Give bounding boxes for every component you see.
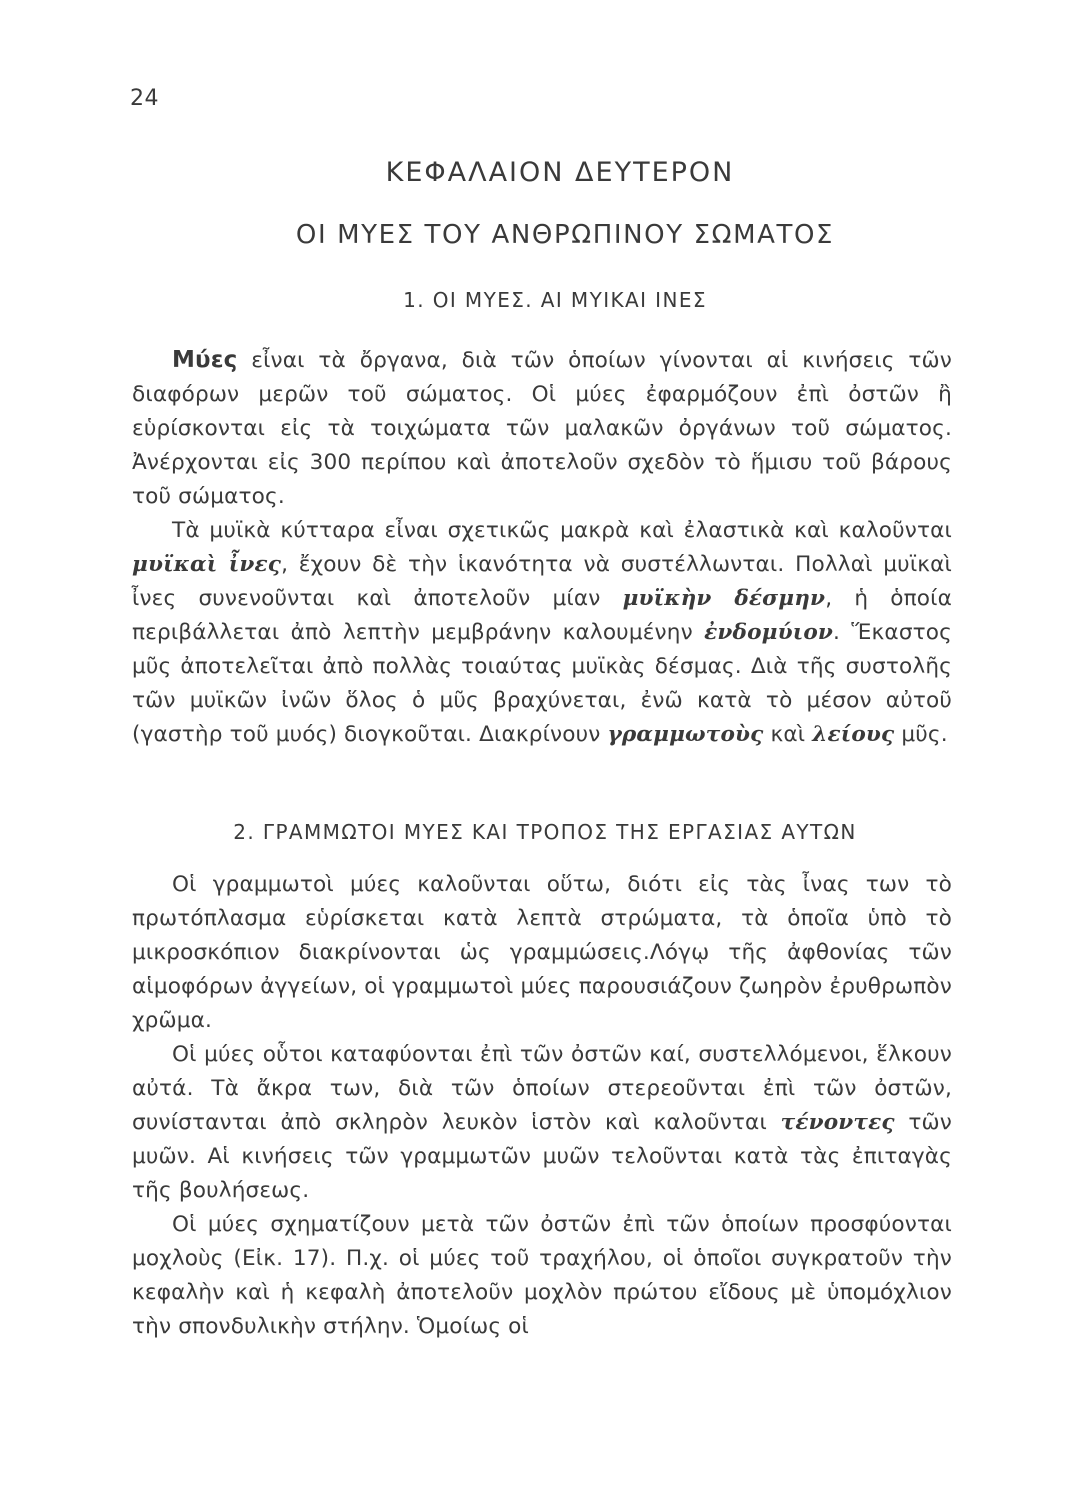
paragraph-text: μῦς. [894, 722, 948, 747]
emphasized-term: μυϊκαὶ ἶνες [132, 552, 282, 577]
emphasized-term: τένοντες [780, 1110, 895, 1135]
paragraph [132, 1038, 952, 1208]
emphasized-term: λείους [812, 722, 895, 747]
emphasized-term: μυϊκὴν δέσμην [622, 586, 826, 611]
paragraph [132, 514, 952, 752]
paragraph-text: Τὰ μυϊκὰ κύτταρα εἶναι σχετικῶς μακρὰ καὶ ἐλαστικὰ καὶ καλοῦνται [172, 518, 952, 543]
section-2-body [132, 868, 952, 1344]
emphasized-term: γραμμωτοὺς [607, 722, 764, 747]
section-1-body [132, 343, 952, 752]
paragraph-text: . Ἕκαστος μῦς ἀποτελεῖται ἀπὸ πολλὰς τοιαύτας μυϊκὰς δέσμας. Διὰ τῆς συστολῆς τῶν μυϊκῶν ἰνῶν ὅλος ὁ μῦς βραχύνεται, ἐνῶ κατὰ τὸ μέσον αὐτοῦ (γαστὴρ τοῦ μυός) διογκοῦται. Διακρίνουν [132, 620, 952, 747]
paragraph-text: Οἱ μύες οὗτοι καταφύονται ἐπὶ τῶν ὀστῶν καί, συστελλόμενοι, ἕλκουν αὐτά. Τὰ ἄκρα των, διὰ τῶν ὁποίων στερεοῦνται ἐπὶ τῶν ὀστῶν, συνίστανται ἀπὸ σκληρὸν λευκὸν ἱστὸν καὶ καλοῦνται [132, 1042, 952, 1135]
paragraph-text: εἶναι τὰ ὄργανα, διὰ τῶν ὁποίων γίνονται αἱ κινήσεις τῶν διαφόρων μερῶν τοῦ σώματος. Οἱ μύες ἐφαρμόζουν ἐπὶ ὀστῶν ἢ εὑρίσκονται εἰς τὰ τοιχώματα τῶν μαλακῶν ὀργάνων τοῦ σώματος. Ἀνέρχονται εἰς 300 περίπου καὶ ἀποτελοῦν σχεδὸν τὸ ἥμισυ τοῦ βάρους τοῦ σώματος. [132, 348, 952, 509]
page-number: 24 [130, 86, 159, 111]
chapter-heading: ΚΕΦΑΛΑΙΟΝ ΔΕΥΤΕΡΟΝ [385, 157, 735, 188]
paragraph [132, 343, 952, 514]
paragraph: Οἱ γραμμωτοὶ μύες καλοῦνται οὕτω, διότι εἰς τὰς ἶνας των τὸ πρωτόπλασμα εὑρίσκεται κατὰ λεπτὰ στρώματα, τὰ ὁποῖα ὑπὸ τὸ μικροσκόπιον διακρίνονται ὡς γραμμώσεις.Λόγῳ τῆς ἀφθονίας τῶν αἱμοφόρων ἀγγείων, οἱ γραμμωτοὶ μύες παρουσιάζουν ζωηρὸν ἐρυθρωπὸν χρῶμα. [132, 872, 952, 1033]
paragraph-text: τῶν μυῶν. Αἱ κινήσεις τῶν γραμμωτῶν μυῶν τελοῦνται κατὰ τὰς ἐπιταγὰς τῆς βουλήσεως. [132, 1110, 952, 1203]
section-2-heading: 2. ΓΡΑΜΜΩΤΟΙ ΜΥΕΣ ΚΑΙ ΤΡΟΠΟΣ ΤΗΣ ΕΡΓΑΣΙΑΣ ΑΥΤΩΝ [233, 820, 857, 844]
paragraph-text: καὶ [763, 722, 813, 747]
page-title: ΟΙ ΜΥΕΣ ΤΟΥ ΑΝΘΡΩΠΙΝΟΥ ΣΩΜΑΤΟΣ [295, 220, 835, 250]
paragraph-text: , ἔχουν δὲ τὴν ἱκανότητα νὰ συστέλλωνται. Πολλαὶ μυϊκαὶ ἶνες συνενοῦνται καὶ ἀποτελοῦν μίαν [132, 552, 952, 611]
emphasized-term: ἐνδομύιον [704, 620, 834, 645]
paragraph-text: , ἡ ὁποία περιβάλλεται ἀπὸ λεπτὴν μεμβράνην καλουμένην [132, 586, 953, 645]
lead-term: Μύες [172, 347, 238, 373]
paragraph: Οἱ μύες σχηματίζουν μετὰ τῶν ὀστῶν ἐπὶ τῶν ὁποίων προσφύονται μοχλοὺς (Εἰκ. 17). Π.χ. οἱ μύες τοῦ τραχήλου, οἱ ὁποῖοι συγκρατοῦν τὴν κεφαλὴν καὶ ἡ κεφαλὴ ἀποτελοῦν μοχλὸν πρώτου εἴδους μὲ ὑπομόχλιον τὴν σπονδυλικὴν στήλην. Ὁμοίως οἱ [132, 1212, 952, 1339]
section-1-heading: 1. ΟΙ ΜΥΕΣ. ΑΙ ΜΥΙΚΑΙ ΙΝΕΣ [403, 288, 707, 312]
